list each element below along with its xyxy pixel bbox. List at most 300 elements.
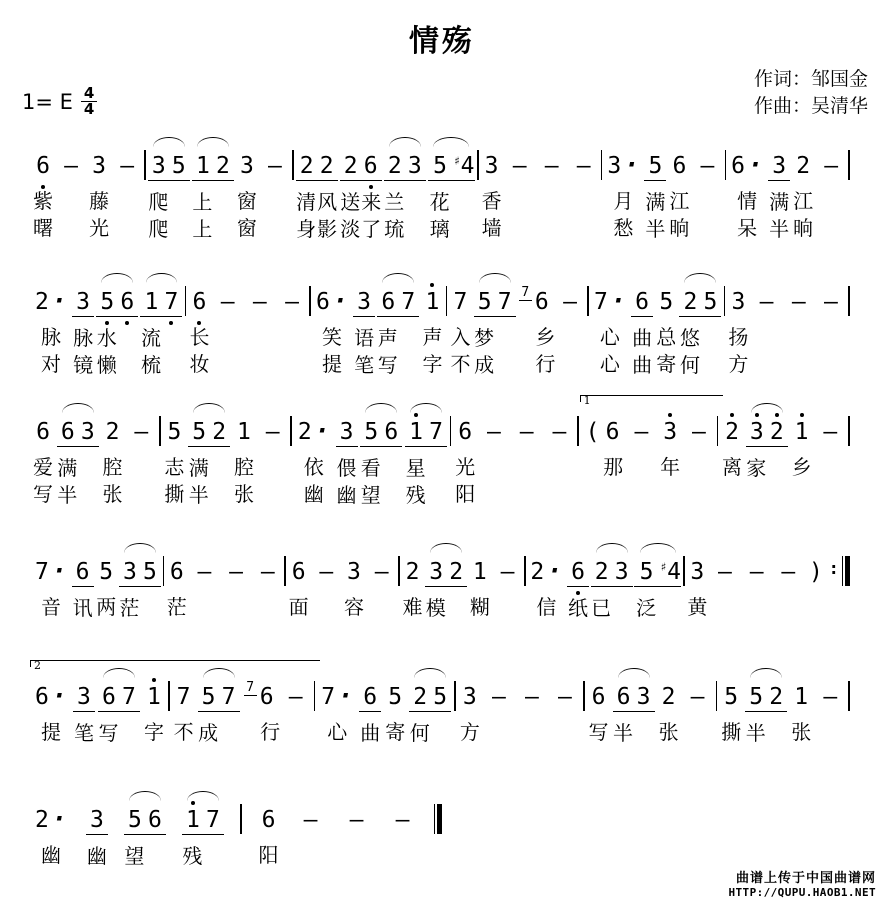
beam-group <box>805 554 827 586</box>
measure-group <box>318 679 356 745</box>
lyric-row <box>32 352 70 377</box>
lyric-row <box>32 455 54 480</box>
lyric-syllable <box>78 456 99 481</box>
beam-group <box>517 679 547 711</box>
lyric-syllable: 面 <box>288 595 309 619</box>
lyric-syllable <box>405 190 426 215</box>
measure-group <box>449 284 471 377</box>
note: 3 <box>357 289 372 315</box>
note: — <box>395 807 410 833</box>
lyric-syllable: 离 <box>722 455 743 479</box>
lyric-syllable: 成 <box>198 721 219 745</box>
lyric-row <box>140 353 182 378</box>
note: 6 <box>672 153 687 179</box>
note: — <box>268 153 282 179</box>
note: 7 · <box>593 286 626 315</box>
barline <box>168 679 170 711</box>
note: — <box>824 153 839 179</box>
lyric-row <box>728 189 766 214</box>
note: — <box>512 153 527 179</box>
beam-group <box>377 284 419 317</box>
measure-group <box>684 414 714 457</box>
barline-group <box>717 414 719 446</box>
octave-dot-below <box>169 321 173 325</box>
octave-dot-below <box>369 185 373 189</box>
measure-group <box>402 554 424 620</box>
lyric-row <box>359 721 381 746</box>
note: 1 <box>183 806 203 834</box>
note: 5 <box>97 288 117 316</box>
lyric-syllable: 呆 <box>737 216 758 240</box>
lyric-row <box>296 217 338 242</box>
measure-group <box>112 148 142 191</box>
note: — <box>229 559 244 585</box>
octave-dot-below <box>105 321 109 325</box>
slur-arc <box>410 403 442 413</box>
lyric-syllable <box>518 325 536 350</box>
lyric-syllable: 情 <box>737 189 758 213</box>
measure-group <box>213 284 243 327</box>
lyric-syllable: 花 <box>429 190 450 214</box>
measure-group <box>388 802 418 843</box>
beam-group <box>768 148 790 181</box>
beam-group <box>367 554 397 586</box>
beam-group <box>569 148 599 180</box>
lyric-row <box>233 482 255 507</box>
note: 2 <box>215 153 230 179</box>
note: ) <box>809 559 823 585</box>
lyric-syllable: 曲 <box>360 721 381 745</box>
beam-group <box>173 679 195 711</box>
note: 2 <box>387 153 402 179</box>
note: 2 <box>769 684 784 710</box>
lyric-row <box>188 483 230 508</box>
note: 2 · <box>35 804 67 833</box>
lyric-syllable <box>700 353 721 378</box>
lyric-row <box>32 595 70 620</box>
lyric-syllable: 半 <box>745 721 766 745</box>
measure-group <box>233 414 255 507</box>
repeat-dots-icon: : <box>828 559 839 579</box>
lyric-syllable: 心 <box>599 352 620 376</box>
beam-group <box>353 284 375 317</box>
note: 6 <box>591 684 606 710</box>
lyric-syllable: 写 <box>98 721 119 745</box>
note: 6 <box>117 288 137 316</box>
note: 3 <box>636 684 651 710</box>
measure-group <box>188 284 210 377</box>
lyric-syllable: 墙 <box>481 216 502 240</box>
measure-group <box>626 414 656 457</box>
lyric-syllable: 窗 <box>236 189 257 213</box>
barline-thin <box>842 556 844 586</box>
beam-group <box>233 414 255 446</box>
lyric-syllable: 张 <box>791 720 812 744</box>
lyric-syllable: 兰 <box>384 190 405 214</box>
beam-group <box>32 679 70 711</box>
lyric-row <box>236 216 258 241</box>
lyric-syllable: 残 <box>405 483 426 507</box>
lyric-row <box>518 325 556 350</box>
lyric-syllable <box>658 596 682 621</box>
lyric-row <box>518 352 556 377</box>
barline-group <box>450 414 452 446</box>
beam-group <box>686 554 708 586</box>
measure-group <box>182 802 224 869</box>
lyric-syllable: 曙 <box>33 216 53 240</box>
lyric-row <box>679 353 721 378</box>
beam-group <box>360 414 402 447</box>
barline <box>716 679 718 711</box>
note: 3 <box>89 807 104 833</box>
barline-group <box>240 802 242 834</box>
note: 6 <box>534 289 549 315</box>
measure-group <box>384 148 426 242</box>
barline-group <box>454 679 456 711</box>
beam-group <box>746 414 788 447</box>
lyric-syllable: 满 <box>57 456 78 480</box>
note: — <box>120 153 135 179</box>
lyric-syllable: 香 <box>481 189 502 213</box>
barline <box>601 148 603 180</box>
lyric-syllable: 上 <box>192 217 213 241</box>
beam-group <box>188 414 230 447</box>
barline <box>829 554 850 586</box>
measure-group <box>277 284 307 327</box>
lyric-syllable <box>398 353 419 378</box>
lyric-syllable: 璃 <box>429 217 450 241</box>
note: 5 <box>127 807 142 833</box>
lyric-syllable: 幽 <box>303 482 324 506</box>
lyric-row <box>288 595 310 620</box>
composer-credit: 作曲：吴清华 <box>753 95 868 117</box>
lyric-row <box>384 217 426 242</box>
measure-group <box>686 554 708 620</box>
lyric-row <box>57 483 99 508</box>
beam-group <box>634 554 681 587</box>
note: 7 <box>221 684 236 710</box>
beam-group <box>659 414 681 446</box>
note: 3 <box>239 153 254 179</box>
note: 5 <box>639 559 654 585</box>
barline-thin <box>724 286 726 316</box>
lyric-syllable <box>140 596 161 621</box>
measure-group <box>32 148 54 241</box>
measure-group <box>143 679 165 745</box>
beam-group <box>343 554 365 586</box>
lyric-row <box>340 190 382 215</box>
lyric-row <box>421 352 443 377</box>
lyric-row <box>313 352 351 377</box>
beam-group <box>518 284 553 316</box>
note: — <box>563 289 577 315</box>
barline-group <box>446 284 448 316</box>
barline <box>724 284 726 316</box>
measure-group <box>126 414 156 457</box>
lyric-row <box>679 326 721 351</box>
measure-group <box>479 414 509 457</box>
measure-group <box>258 414 288 457</box>
augmentation-dot-icon: · <box>51 804 67 833</box>
beam-group <box>72 284 94 317</box>
beam-group <box>655 284 677 316</box>
beam-group <box>56 148 86 180</box>
lyric-syllable: 讯 <box>72 596 93 620</box>
lyric-syllable: 晌 <box>669 216 690 240</box>
beam-group <box>421 284 443 316</box>
measure-group <box>384 679 406 745</box>
barline-thin <box>284 556 286 586</box>
lyric-syllable: 爬 <box>148 217 169 241</box>
lyric-row <box>98 721 140 746</box>
lyric-row <box>631 353 653 378</box>
barline <box>398 554 400 586</box>
measure-group <box>124 802 166 869</box>
beam-group <box>405 414 447 447</box>
lyric-syllable <box>518 352 536 377</box>
beam-group <box>604 148 642 180</box>
note: 6 <box>458 419 473 445</box>
measure-group <box>773 554 803 595</box>
lyric-syllable: 已 <box>591 596 612 620</box>
lyric-row <box>243 720 281 745</box>
barline-group <box>725 148 727 180</box>
measure-group <box>591 554 633 621</box>
lyric-syllable: 不 <box>450 352 471 376</box>
barline-group <box>159 414 161 446</box>
lyric-syllable <box>161 353 182 378</box>
grace-note: 7 <box>244 681 257 696</box>
beam-group <box>588 679 610 711</box>
lyric-row <box>353 353 375 378</box>
note: 2 <box>449 559 464 585</box>
lyric-syllable <box>446 596 467 621</box>
measure-group <box>481 148 503 241</box>
measure-group <box>367 554 397 595</box>
beam-group <box>340 148 382 181</box>
measure-group <box>631 284 653 378</box>
beam-group <box>140 284 182 317</box>
measure-group <box>727 284 749 377</box>
lyric-row <box>295 455 333 480</box>
lyric-syllable: 声 <box>422 325 443 349</box>
measure-group <box>359 679 381 746</box>
measure-group <box>527 554 565 620</box>
lyric-syllable <box>213 190 234 215</box>
measure-group <box>428 148 475 242</box>
lyric-row <box>336 483 358 508</box>
beam-group <box>188 284 210 316</box>
lyric-syllable: 泛 <box>636 596 657 620</box>
measure-group <box>148 148 190 242</box>
note: — <box>500 559 515 585</box>
measure-group <box>745 679 787 746</box>
note: 5 <box>648 153 663 179</box>
lyric-row <box>72 326 94 351</box>
measure-group <box>469 554 491 620</box>
slur-arc <box>62 403 94 413</box>
lyric-row <box>96 353 138 378</box>
lyric-syllable: 幽 <box>40 843 61 867</box>
lyric-syllable: 晌 <box>793 216 814 240</box>
barline-group <box>290 414 292 446</box>
lyric-row <box>340 217 382 242</box>
measure-group <box>728 148 766 241</box>
barline <box>185 284 187 316</box>
lyric-row <box>631 326 653 351</box>
barline-group <box>848 679 850 711</box>
lyric-syllable: 张 <box>658 720 679 744</box>
beam-group <box>388 802 418 834</box>
lyric-syllable: 满 <box>769 190 790 214</box>
note: 3 <box>92 153 107 179</box>
lyric-row <box>721 455 743 480</box>
note: 5 <box>433 153 447 179</box>
lyric-syllable: 长 <box>189 325 210 349</box>
barline-thin <box>434 804 436 834</box>
lyric-syllable: 半 <box>57 483 78 507</box>
lyricist-credit: 作词：邹国金 <box>753 68 868 90</box>
barline <box>290 414 292 446</box>
lyric-syllable <box>766 721 787 746</box>
note: 5 <box>142 559 157 585</box>
beam-group <box>493 554 523 586</box>
note: 6 · <box>731 150 764 179</box>
barline-thin <box>314 681 316 711</box>
lyric-syllable: 撕 <box>164 482 185 506</box>
lyric-row <box>768 217 790 242</box>
beam-group <box>57 414 99 447</box>
barline <box>163 554 165 586</box>
barline-thin <box>159 416 161 446</box>
lyric-row <box>644 190 666 215</box>
beam-group <box>679 284 721 317</box>
lyric-row <box>140 326 182 351</box>
lyric-syllable: 幽 <box>336 483 357 507</box>
slur-arc <box>430 543 462 553</box>
lyric-row <box>32 482 54 507</box>
beam-group <box>459 679 481 711</box>
measure-group <box>668 148 690 241</box>
note: 5 <box>724 684 739 710</box>
lyric-syllable: 行 <box>260 720 281 744</box>
barline-group <box>434 802 442 834</box>
beam-group <box>742 554 772 586</box>
lyric-syllable: 笔 <box>73 721 94 745</box>
note: 6 <box>259 684 274 710</box>
lyric-syllable <box>78 483 99 508</box>
lyric-row <box>32 216 54 241</box>
slur-arc <box>618 668 650 678</box>
measure-group <box>816 148 846 191</box>
measure-group <box>405 414 447 508</box>
augmentation-dot-icon: · <box>314 416 330 445</box>
measure-group <box>102 414 124 507</box>
note: — <box>634 419 649 445</box>
note: — <box>134 419 149 445</box>
beam-group <box>720 679 742 711</box>
measure-group <box>72 284 94 378</box>
beam-group <box>668 148 690 180</box>
lyric-syllable: 清 <box>296 190 317 214</box>
note: 2 · <box>530 556 563 585</box>
beam-group <box>773 554 803 586</box>
lyric-syllable: 光 <box>455 455 476 479</box>
lyric-row <box>604 216 642 241</box>
beam-group <box>342 802 372 834</box>
measure-group <box>746 414 788 483</box>
barline <box>240 802 242 834</box>
measure-group <box>336 414 358 508</box>
lyric-syllable: 寄 <box>656 352 677 376</box>
lyric-row <box>192 190 234 215</box>
slur-arc <box>146 273 178 283</box>
barline <box>314 679 316 711</box>
note: 6 <box>102 684 116 710</box>
barline-group <box>477 148 479 180</box>
lyric-syllable: 梦 <box>474 326 495 350</box>
barline-thin <box>446 286 448 316</box>
measure-group <box>721 414 743 482</box>
measure-group <box>421 284 443 377</box>
measure-group <box>658 679 680 745</box>
beam-group <box>626 414 656 446</box>
measure-group <box>454 414 476 507</box>
beam-group <box>815 414 845 446</box>
beam-group <box>454 414 476 446</box>
measure-group <box>188 414 230 508</box>
lyric-syllable: 镜 <box>73 353 94 377</box>
lyric-row <box>428 190 475 215</box>
beam-group <box>815 679 845 711</box>
measure-group <box>281 679 311 720</box>
note: 7 <box>429 419 443 445</box>
note: 6 <box>291 559 306 585</box>
lyric-row <box>644 217 666 242</box>
note: 1 <box>794 684 809 710</box>
beam-group <box>98 679 140 712</box>
barline-thin <box>292 150 294 180</box>
note: — <box>319 559 334 585</box>
lyric-row <box>591 325 629 350</box>
note: — <box>700 153 715 179</box>
note: 2 <box>413 684 428 710</box>
barline <box>524 554 526 586</box>
lyric-row <box>188 325 210 350</box>
lyric-syllable: 音 <box>40 595 61 619</box>
beam-group <box>582 414 624 446</box>
note: 5 <box>477 289 492 315</box>
lyric-row <box>96 326 138 351</box>
augmentation-dot-icon: · <box>338 681 354 710</box>
lyric-row <box>188 456 230 481</box>
note: 6 <box>361 152 381 180</box>
note: — <box>220 289 235 315</box>
lyric-syllable <box>161 326 182 351</box>
lyric-syllable <box>203 844 224 869</box>
note: 1 <box>195 153 210 179</box>
beam-group <box>72 554 94 587</box>
measure-group <box>119 554 161 621</box>
lyric-syllable <box>169 217 190 242</box>
lyric-syllable <box>451 190 475 215</box>
beam-group <box>32 148 54 180</box>
lyric-row <box>728 216 766 241</box>
measure-group <box>258 802 280 868</box>
lyric-row <box>143 720 165 745</box>
beam-group <box>166 554 188 586</box>
note: — <box>824 289 838 315</box>
